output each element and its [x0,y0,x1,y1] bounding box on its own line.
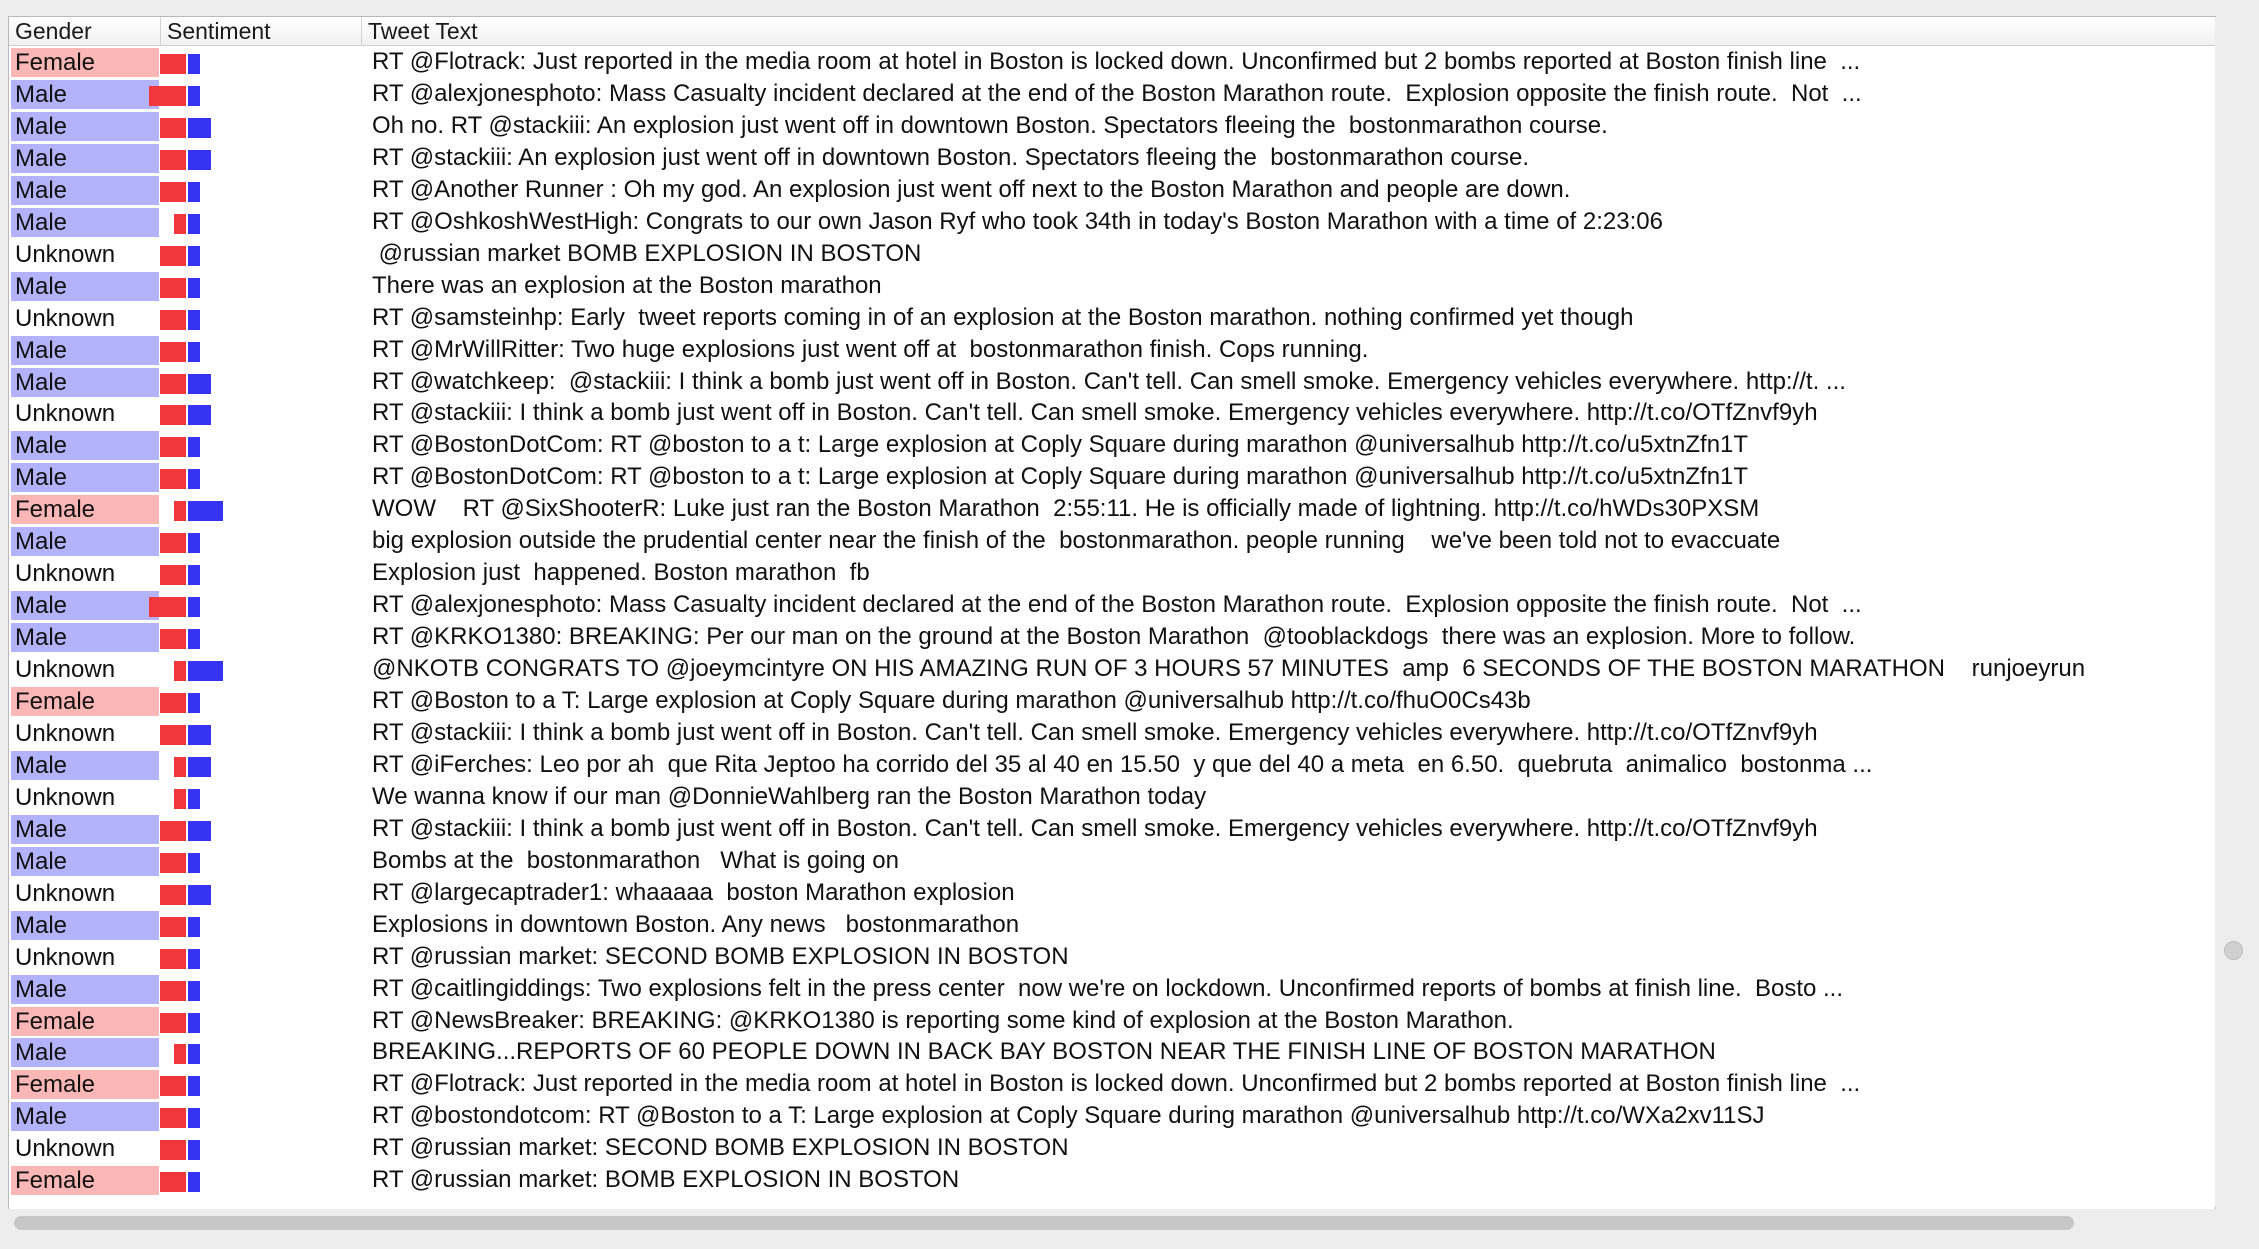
negative-sentiment-bar [160,118,186,138]
sentiment-cell [161,1100,362,1132]
gender-cell: Male [11,751,159,780]
negative-sentiment-bar [160,981,186,1001]
negative-sentiment-bar [160,565,186,585]
sentiment-cell [161,461,362,493]
positive-sentiment-bar [188,789,200,809]
table-row[interactable] [9,525,2215,557]
sentiment-cell [161,302,362,334]
positive-sentiment-bar [188,853,200,873]
positive-sentiment-bar [188,1076,200,1096]
tweet-text-cell: BREAKING...REPORTS OF 60 PEOPLE DOWN IN BACK BAY BOSTON NEAR THE FINISH LINE OF BOSTON MARATHON [372,1038,1716,1066]
tweet-text-cell: RT @Boston to a T: Large explosion at Coply Square during marathon @universalhub http://t.co/fhuO0Cs43b [372,687,1531,714]
gender-cell: Female [11,1166,159,1195]
table-row[interactable] [9,302,2215,334]
negative-sentiment-bar [160,342,186,362]
positive-sentiment-bar [188,278,200,298]
sentiment-cell [161,142,362,174]
gender-cell: Unknown [11,240,159,269]
gender-cell: Male [11,368,159,397]
tweet-text-cell: RT @russian market: SECOND BOMB EXPLOSION IN BOSTON [372,942,1069,970]
tweet-text-cell: RT @OshkoshWestHigh: Congrats to our own Jason Ryf who took 34th in today's Boston Marathon with a time of 2:23:06 [372,207,1663,235]
vertical-scroll-thumb[interactable] [2224,941,2243,960]
gender-cell: Male [11,336,159,365]
tweet-text-cell: Explosion just happened. Boston marathon fb [372,559,870,587]
positive-sentiment-bar [188,885,211,905]
tweet-text-cell: RT @Flotrack: Just reported in the media room at hotel in Boston is locked down. Unconfirmed but 2 bombs reported at Boston finish line ... [372,48,1861,75]
positive-sentiment-bar [188,565,200,585]
negative-sentiment-bar [160,437,186,457]
negative-sentiment-bar [160,693,186,713]
sentiment-cell [161,749,362,781]
table-row[interactable] [9,717,2215,749]
table-row[interactable] [9,877,2215,909]
tweet-text-cell: @NKOTB CONGRATS TO @joeymcintyre ON HIS AMAZING RUN OF 3 HOURS 57 MINUTES amp 6 SECONDS OF THE BOSTON MARATHON runjoeyrun [372,655,2086,683]
table-row[interactable] [9,781,2215,813]
positive-sentiment-bar [188,1044,200,1064]
positive-sentiment-bar [188,150,211,170]
tweet-text-cell: RT @alexjonesphoto: Mass Casualty incident declared at the end of the Boston Marathon route. Explosion opposite the finish route. Not ... [372,79,1862,107]
sentiment-cell [161,781,362,813]
negative-sentiment-bar [174,661,186,681]
table-row[interactable] [9,1132,2215,1164]
positive-sentiment-bar [188,405,211,425]
tweet-text-cell: RT @MrWillRitter: Two huge explosions just went off at bostonmarathon finish. Cops running. [372,335,1369,363]
gender-cell: Unknown [11,783,159,812]
gender-cell: Male [11,591,159,620]
sentiment-cell [161,174,362,206]
negative-sentiment-bar [160,949,186,969]
gender-cell: Male [11,527,159,556]
negative-sentiment-bar [174,1044,186,1064]
vertical-scrollbar[interactable] [2215,17,2257,1207]
gender-cell: Female [11,687,159,716]
table-row[interactable] [9,653,2215,685]
gender-cell: Male [11,911,159,940]
sentiment-cell [161,813,362,845]
tweet-text-cell: Oh no. RT @stackiii: An explosion just went off in downtown Boston. Spectators fleeing the bostonmarathon course. [372,111,1608,139]
tweet-text-cell: RT @russian market: SECOND BOMB EXPLOSION IN BOSTON [372,1134,1069,1162]
table-row[interactable] [9,1036,2215,1068]
table-row[interactable] [9,461,2215,493]
gender-cell: Male [11,208,159,237]
tweet-text-cell: RT @russian market: BOMB EXPLOSION IN BOSTON [372,1166,960,1194]
table-row[interactable] [9,685,2215,717]
sentiment-cell [161,685,362,717]
negative-sentiment-bar [160,405,186,425]
positive-sentiment-bar [188,501,223,521]
negative-sentiment-bar [160,374,186,394]
sentiment-cell [161,909,362,941]
negative-sentiment-bar [160,1108,186,1128]
negative-sentiment-bar [160,917,186,937]
tweet-text-cell: RT @alexjonesphoto: Mass Casualty incident declared at the end of the Boston Marathon route. Explosion opposite the finish route. Not ... [372,591,1862,619]
positive-sentiment-bar [188,1140,200,1160]
column-header-sentiment[interactable]: Sentiment [161,17,362,45]
positive-sentiment-bar [188,597,200,617]
gender-cell: Female [11,1070,159,1099]
positive-sentiment-bar [188,182,200,202]
positive-sentiment-bar [188,86,200,106]
positive-sentiment-bar [188,725,211,745]
negative-sentiment-bar [160,278,186,298]
positive-sentiment-bar [188,821,211,841]
sentiment-cell [161,525,362,557]
tweet-text-cell: RT @Flotrack: Just reported in the media room at hotel in Boston is locked down. Unconfirmed but 2 bombs reported at Boston finish line ... [372,1070,1861,1098]
column-header-tweet-text[interactable]: Tweet Text [368,18,478,44]
sentiment-cell [161,270,362,302]
negative-sentiment-bar [160,1140,186,1160]
negative-sentiment-bar [149,597,186,617]
positive-sentiment-bar [188,437,200,457]
negative-sentiment-bar [174,757,186,777]
positive-sentiment-bar [188,533,200,553]
negative-sentiment-bar [160,1013,186,1033]
table-row[interactable] [9,110,2215,142]
sentiment-cell [161,238,362,270]
gender-cell: Male [11,463,159,492]
negative-sentiment-bar [174,501,186,521]
positive-sentiment-bar [188,469,200,489]
positive-sentiment-bar [188,757,211,777]
negative-sentiment-bar [160,246,186,266]
positive-sentiment-bar [188,949,200,969]
table-row[interactable] [9,334,2215,366]
sentiment-cell [161,941,362,973]
tweet-text-cell: RT @samsteinhp: Early tweet reports coming in of an explosion at the Boston marathon. nothing confirmed yet though [372,303,1634,331]
tweet-text-cell: Bombs at the bostonmarathon What is going on [372,846,899,874]
sentiment-cell [161,1164,362,1196]
negative-sentiment-bar [160,1172,186,1192]
negative-sentiment-bar [160,150,186,170]
negative-sentiment-bar [160,629,186,649]
gender-cell: Unknown [11,655,159,684]
table-header [9,17,2215,46]
table-row[interactable] [9,973,2215,1005]
positive-sentiment-bar [188,118,211,138]
sentiment-cell [161,973,362,1005]
sentiment-cell [161,46,362,78]
table-row[interactable] [9,46,2215,78]
gender-cell: Female [11,1007,159,1036]
sentiment-cell [161,877,362,909]
sentiment-cell [161,653,362,685]
table-row[interactable] [9,238,2215,270]
tweet-text-cell: RT @Another Runner : Oh my god. An explosion just went off next to the Boston Marathon and people are down. [372,175,1571,203]
negative-sentiment-bar [160,821,186,841]
gender-cell: Unknown [11,559,159,588]
negative-sentiment-bar [174,214,186,234]
table-row[interactable] [9,813,2215,845]
table-row[interactable] [9,142,2215,174]
sentiment-cell [161,717,362,749]
sentiment-cell [161,589,362,621]
gender-cell: Unknown [11,879,159,908]
positive-sentiment-bar [188,981,200,1001]
positive-sentiment-bar [188,693,200,713]
positive-sentiment-bar [188,342,200,362]
gender-cell: Male [11,144,159,173]
sentiment-cell [161,621,362,653]
negative-sentiment-bar [160,310,186,330]
gender-cell: Male [11,975,159,1004]
table-row[interactable] [9,1068,2215,1100]
tweet-text-cell: WOW RT @SixShooterR: Luke just ran the Boston Marathon 2:55:11. He is officially made of lightning. http://t.co/hWDs30PXSM [372,495,1760,523]
tweet-text-cell: RT @caitlingiddings: Two explosions felt in the press center now we're on lockdown. Unconfirmed reports of bombs at finish line. Bosto ... [372,974,1844,1002]
table-row[interactable] [9,1100,2215,1132]
negative-sentiment-bar [160,182,186,202]
tweet-text-cell: RT @bostondotcom: RT @Boston to a T: Large explosion at Coply Square during marathon @universalhub http://t.co/WXa2xv11SJ [372,1102,1765,1130]
sentiment-cell [161,845,362,877]
negative-sentiment-bar [149,86,186,106]
negative-sentiment-bar [160,533,186,553]
negative-sentiment-bar [160,54,186,74]
positive-sentiment-bar [188,214,200,234]
positive-sentiment-bar [188,1108,200,1128]
table-row[interactable] [9,909,2215,941]
sentiment-cell [161,397,362,429]
tweet-text-cell: RT @stackiii: I think a bomb just went off in Boston. Can't tell. Can smell smoke. Emergency vehicles everywhere. http://t.co/OTfZnvf9yh [372,399,1818,427]
tweet-text-cell: RT @largecaptrader1: whaaaaa boston Marathon explosion [372,878,1015,906]
tweet-text-cell: RT @KRKO1380: BREAKING: Per our man on the ground at the Boston Marathon @tooblackdogs there was an explosion. More to follow. [372,623,1856,651]
sentiment-cell [161,1068,362,1100]
tweet-text-cell: big explosion outside the prudential center near the finish of the bostonmarathon. people running we've been told not to evaccuate [372,527,1781,555]
tweet-text-cell: There was an explosion at the Boston marathon [372,271,882,299]
positive-sentiment-bar [188,54,200,74]
table-row[interactable] [9,589,2215,621]
negative-sentiment-bar [160,885,186,905]
tweet-text-cell: We wanna know if our man @DonnieWahlberg ran the Boston Marathon today [372,782,1207,810]
positive-sentiment-bar [188,374,211,394]
positive-sentiment-bar [188,661,223,681]
table-row[interactable] [9,397,2215,429]
tweet-text-cell: Explosions in downtown Boston. Any news bostonmarathon [372,910,1020,938]
tweet-text-cell: RT @watchkeep: @stackiii: I think a bomb just went off in Boston. Can't tell. Can smell smoke. Emergency vehicles everywhere. http://t. ... [372,367,1846,395]
positive-sentiment-bar [188,246,200,266]
negative-sentiment-bar [174,789,186,809]
table-row[interactable] [9,174,2215,206]
gender-cell: Unknown [11,943,159,972]
negative-sentiment-bar [160,1076,186,1096]
tweet-text-cell: @russian market BOMB EXPLOSION IN BOSTON [372,239,922,267]
column-header-gender[interactable]: Gender [9,17,161,45]
sentiment-cell [161,110,362,142]
positive-sentiment-bar [188,1013,200,1033]
sentiment-cell [161,429,362,461]
tweet-table [8,16,2216,1210]
gender-cell: Male [11,623,159,652]
gender-cell: Unknown [11,1134,159,1163]
table-row[interactable] [9,366,2215,398]
sentiment-cell [161,78,362,110]
gender-cell: Male [11,1038,159,1067]
table-row[interactable] [9,270,2215,302]
tweet-text-cell: RT @stackiii: I think a bomb just went off in Boston. Can't tell. Can smell smoke. Emergency vehicles everywhere. http://t.co/OTfZnvf9yh [372,718,1818,746]
sentiment-cell [161,366,362,398]
positive-sentiment-bar [188,1172,200,1192]
gender-cell: Male [11,815,159,844]
horizontal-scroll-thumb[interactable] [14,1216,2074,1230]
sentiment-cell [161,206,362,238]
gender-cell: Female [11,495,159,524]
gender-cell: Male [11,80,159,109]
gender-cell: Male [11,1102,159,1131]
negative-sentiment-bar [160,725,186,745]
gender-cell: Male [11,431,159,460]
table-row[interactable] [9,557,2215,589]
table-row[interactable] [9,493,2215,525]
table-row[interactable] [9,1005,2215,1037]
table-row[interactable] [9,749,2215,781]
table-row[interactable] [9,941,2215,973]
negative-sentiment-bar [160,469,186,489]
sentiment-cell [161,1005,362,1037]
gender-cell: Female [11,48,159,77]
gender-cell: Male [11,112,159,141]
sentiment-cell [161,1036,362,1068]
gender-cell: Male [11,272,159,301]
negative-sentiment-bar [160,853,186,873]
gender-cell: Male [11,176,159,205]
table-row[interactable] [9,206,2215,238]
sentiment-cell [161,334,362,366]
sentiment-cell [161,1132,362,1164]
tweet-text-cell: RT @stackiii: An explosion just went off in downtown Boston. Spectators fleeing the bostonmarathon course. [372,143,1530,171]
positive-sentiment-bar [188,629,200,649]
sentiment-cell [161,557,362,589]
gender-cell: Unknown [11,719,159,748]
tweet-text-cell: RT @BostonDotCom: RT @boston to a t: Large explosion at Coply Square during marathon @universalhub http://t.co/u5xtnZfn1T [372,431,1749,459]
horizontal-scrollbar[interactable] [8,1209,2216,1241]
gender-cell: Unknown [11,399,159,428]
gender-cell: Unknown [11,304,159,333]
table-row[interactable] [9,78,2215,110]
sentiment-cell [161,493,362,525]
positive-sentiment-bar [188,917,200,937]
table-row[interactable] [9,1164,2215,1196]
tweet-text-cell: RT @BostonDotCom: RT @boston to a t: Large explosion at Coply Square during marathon @universalhub http://t.co/u5xtnZfn1T [372,463,1749,491]
table-row[interactable] [9,429,2215,461]
gender-cell: Male [11,847,159,876]
table-row[interactable] [9,621,2215,653]
table-row[interactable] [9,845,2215,877]
tweet-text-cell: RT @iFerches: Leo por ah que Rita Jeptoo ha corrido del 35 al 40 en 15.50 y que del 40 a meta en 6.50. quebruta animalico bostonma ... [372,750,1873,778]
positive-sentiment-bar [188,310,200,330]
tweet-text-cell: RT @stackiii: I think a bomb just went off in Boston. Can't tell. Can smell smoke. Emergency vehicles everywhere. http://t.co/OTfZnvf9yh [372,814,1818,842]
tweet-text-cell: RT @NewsBreaker: BREAKING: @KRKO1380 is reporting some kind of explosion at the Boston Marathon. [372,1006,1514,1034]
